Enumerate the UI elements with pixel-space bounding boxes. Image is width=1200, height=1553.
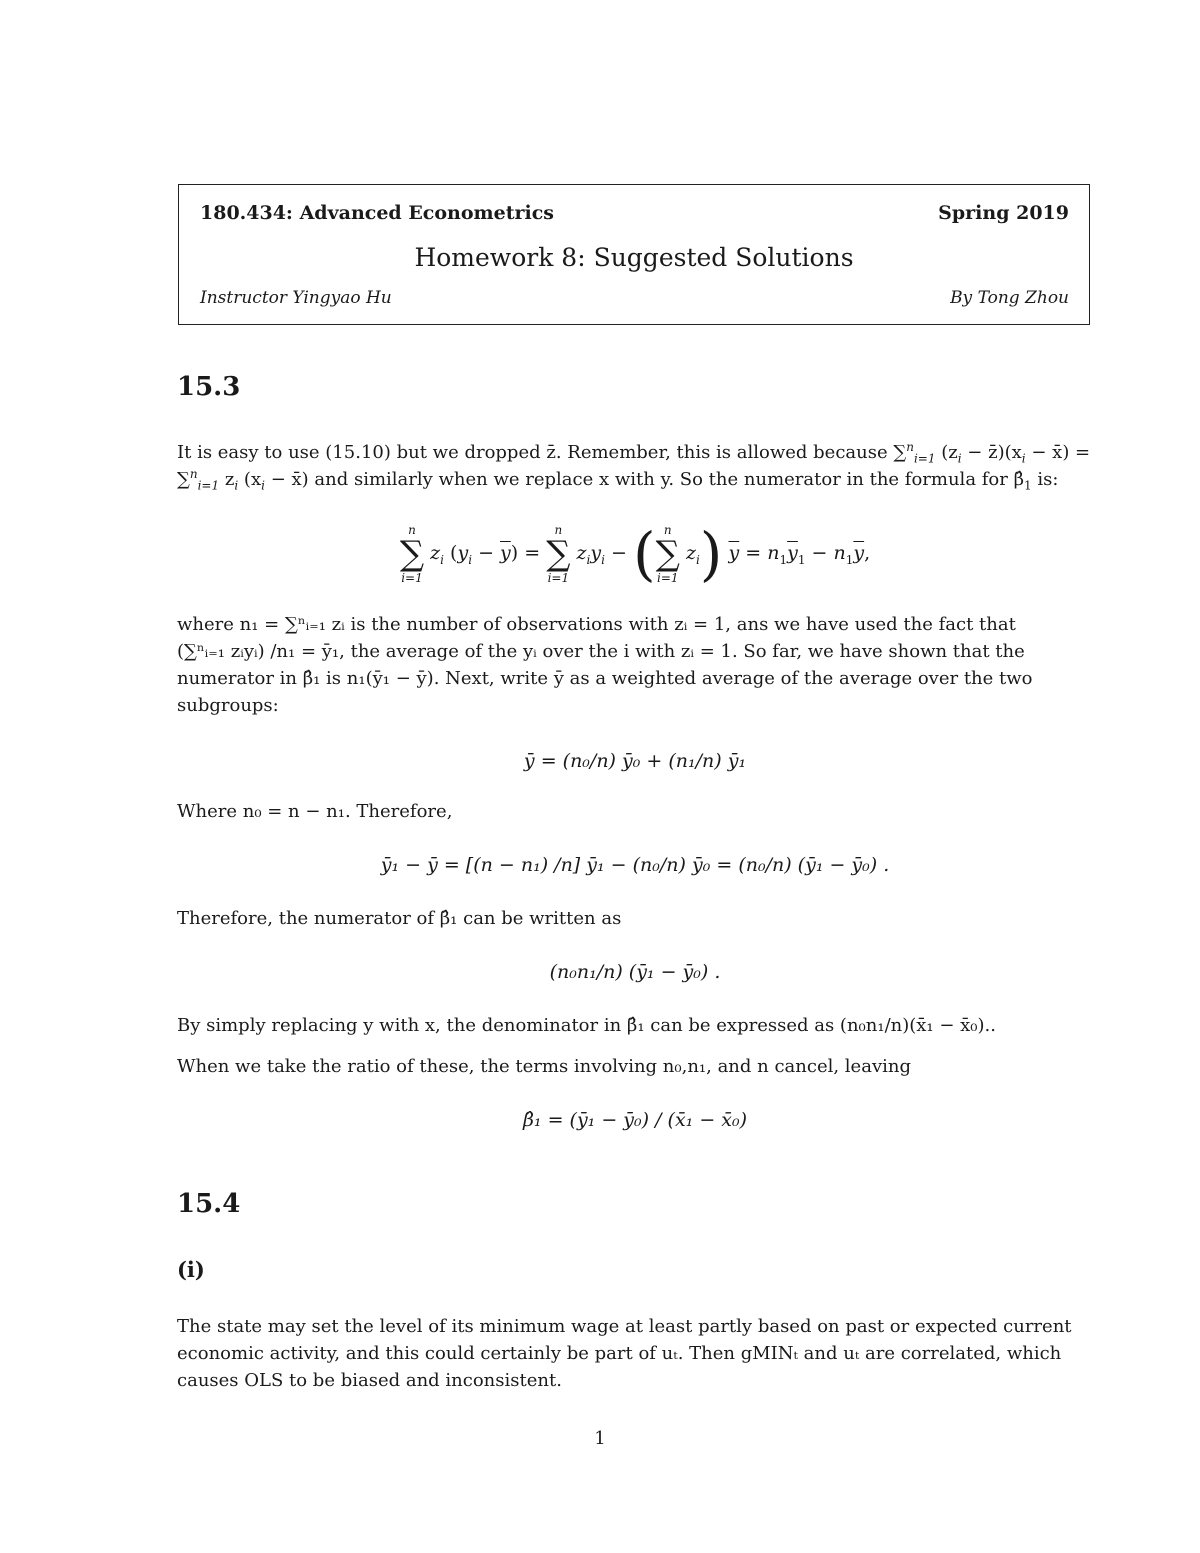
min-wage-line-3: causes OLS to be biased and inconsistent. <box>177 1370 562 1391</box>
paragraph-replace-y: By simply replacing y with x, the denominator in β̂₁ can be expressed as (n₀n₁/n)(x̄₁ − x̄₀).. <box>177 1015 996 1036</box>
intro-text-a: It is easy to use (15.10) but we dropped z̄. Remember, this is allowed because ∑ <box>177 442 907 463</box>
paragraph-minimum-wage <box>177 1313 1093 1394</box>
equation-difference: ȳ₁ − ȳ = [(n − n₁) /n] ȳ₁ − (n₀/n) ȳ₀ = (n₀/n) (ȳ₁ − ȳ₀) . <box>380 854 890 876</box>
intro-text-h: is: <box>1031 469 1059 490</box>
header-box <box>178 184 1090 325</box>
equation-numerator-final: (n₀n₁/n) (ȳ₁ − ȳ₀) . <box>549 961 721 983</box>
equation-numerator: n ∑ i=1 $z_i$ $(y_i - \overline{y})$ = n ∑ i=1 $z_iy_i$ − ( n ∑ i=1 $z_i$) $\overline{y} = n_1\overline{y}_1 - n_1\overline{y}$, <box>399 520 871 588</box>
where-line-3: numerator in β̂₁ is n₁(ȳ₁ − ȳ). Next, write ȳ as a weighted average of the average over the two <box>177 668 1033 689</box>
paragraph-where <box>177 611 1093 719</box>
document-title: Homework 8: Suggested Solutions <box>414 243 854 272</box>
min-wage-line-2: economic activity, and this could certainly be part of uₜ. Then gMINₜ and uₜ are correlated, which <box>177 1343 1062 1364</box>
where-line-4: subgroups: <box>177 695 279 716</box>
paragraph-intro: It is easy to use (15.10) but we dropped z̄. Remember, this is allowed because ∑$^n_{i=1}$ ($z_i$ − $z̄)(x_i$ − x̄) = ∑$^n_{i=1}$ $z_i$ ($x_i$ − x̄) and similarly when we replace x with y. So the numerator in the formula for $\betâ_1$ is: <box>177 440 1091 493</box>
min-wage-line-1: The state may set the level of its minimum wage at least partly based on past or expected current <box>177 1316 1072 1337</box>
page-number: 1 <box>594 1428 606 1449</box>
intro-text-b: (z <box>941 442 958 463</box>
paragraph-therefore-numerator: Therefore, the numerator of β̂₁ can be written as <box>177 908 622 929</box>
term: Spring 2019 <box>938 202 1069 224</box>
intro-text-e: z <box>224 469 235 490</box>
author: By Tong Zhou <box>950 288 1069 308</box>
intro-text-g: − x̄) and similarly when we replace x with y. So the numerator in the formula for β̂ <box>270 469 1024 490</box>
intro-text-c: − z̄)(x <box>967 442 1022 463</box>
subsection-heading-i: (i) <box>177 1257 205 1282</box>
paragraph-ratio: When we take the ratio of these, the terms involving n₀,n₁, and n cancel, leaving <box>177 1056 911 1077</box>
section-heading-15-3: 15.3 <box>177 372 241 402</box>
equation-weighted-average: ȳ = (n₀/n) ȳ₀ + (n₁/n) ȳ₁ <box>523 750 747 772</box>
intro-text-d: − x̄) = <box>1031 442 1091 463</box>
course-title: 180.434: Advanced Econometrics <box>200 202 554 224</box>
intro-text-f: (x <box>243 469 262 490</box>
where-line-1: where n₁ = ∑ⁿᵢ₌₁ zᵢ is the number of observations with zᵢ = 1, ans we have used the fact that <box>177 614 1016 635</box>
equation-beta-hat: β̂₁ = (ȳ₁ − ȳ₀) / (x̄₁ − x̄₀) <box>522 1109 748 1131</box>
paragraph-where-n0: Where n₀ = n − n₁. Therefore, <box>177 801 453 822</box>
instructor: Instructor Yingyao Hu <box>200 288 392 308</box>
where-line-2: (∑ⁿᵢ₌₁ zᵢyᵢ) /n₁ = ȳ₁, the average of the yᵢ over the i with zᵢ = 1. So far, we have shown that the <box>177 641 1025 662</box>
section-heading-15-4: 15.4 <box>177 1189 241 1219</box>
